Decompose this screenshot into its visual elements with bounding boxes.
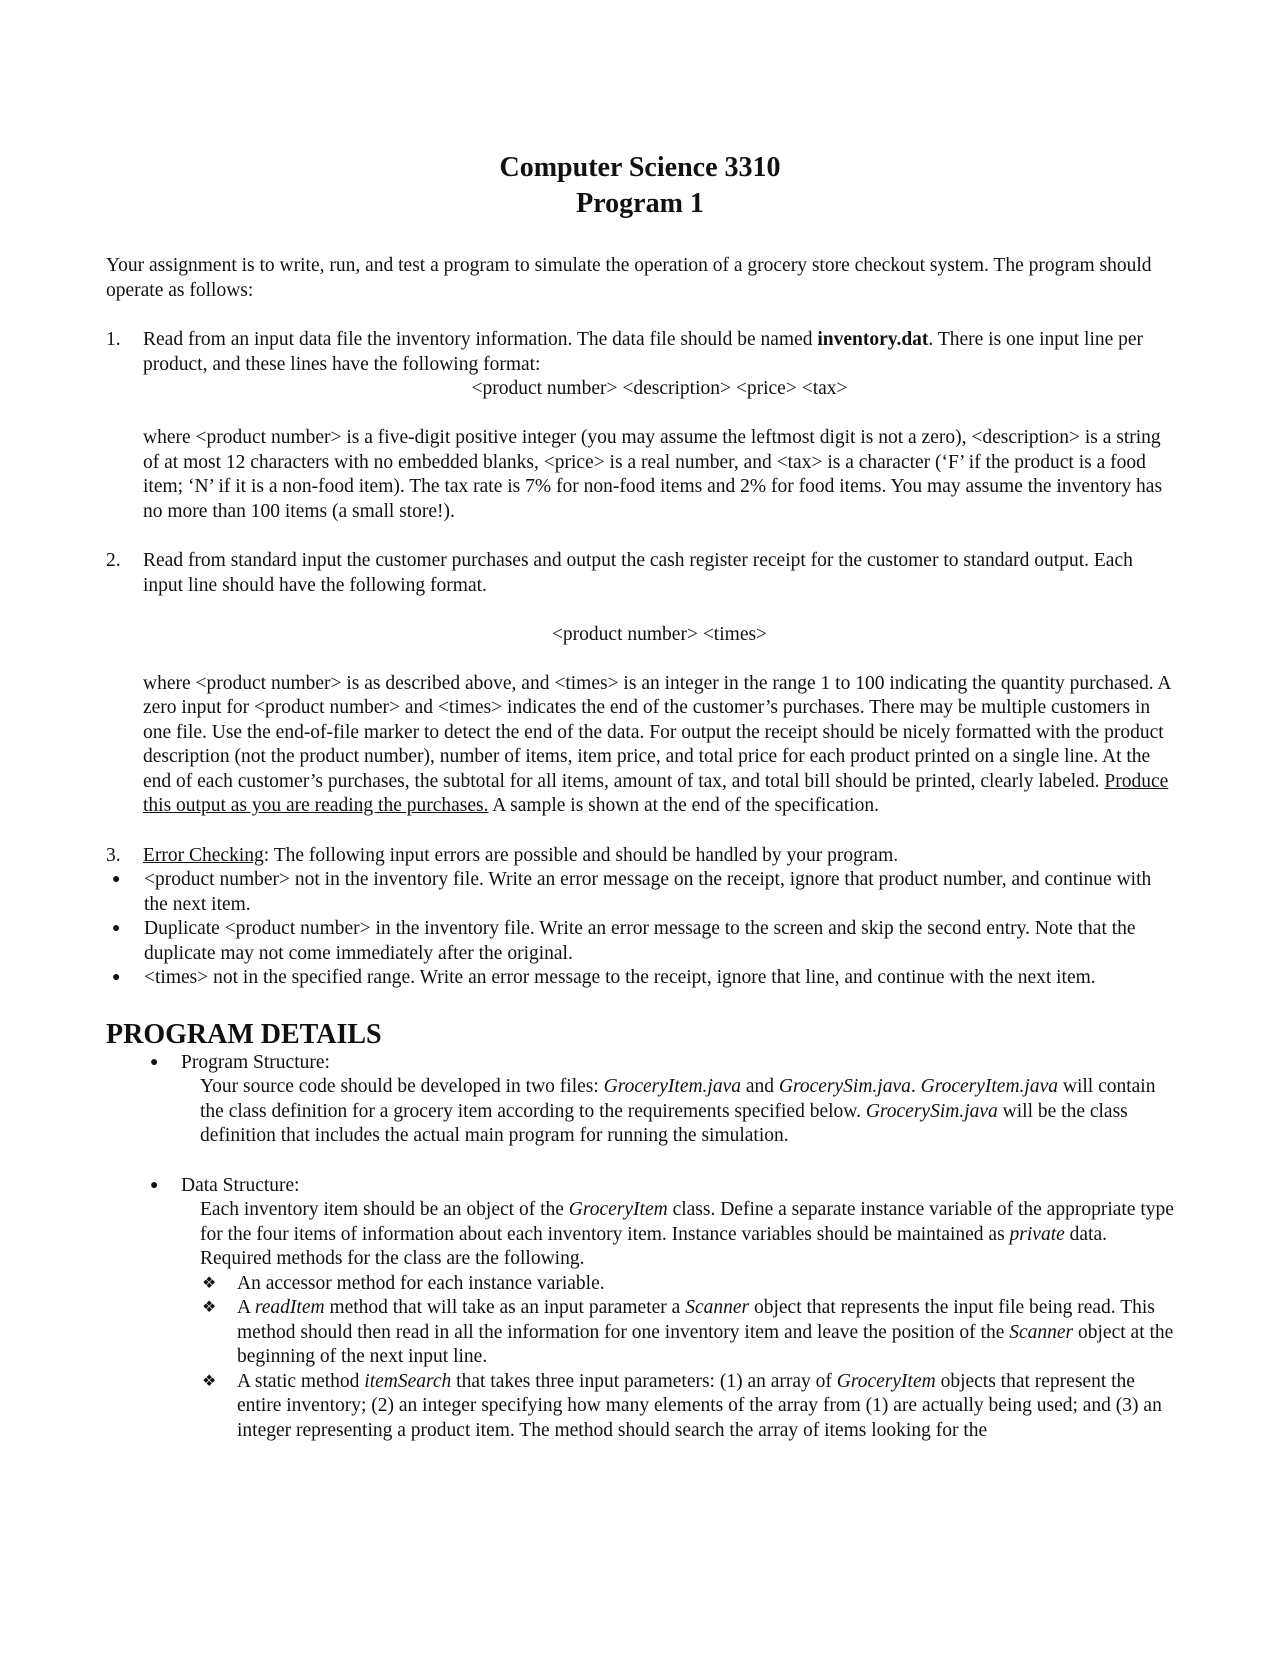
course-title: Computer Science 3310 [499,152,781,183]
diamond-bullet-icon: ❖ [202,1299,217,1316]
list-item: ● <product number> not in the inventory file. Write an error message on the receipt, ignore that product number, and continue with the next item. [112,869,1152,915]
item-number: 1. [106,329,121,350]
error-list [106,868,1176,991]
inventory-format-description: where <product number> is a five-digit positive integer (you may assume the leftmost digit is not a zero), <description> is a string of at most 12 characters with no embedded blanks, <price> is a real number, and <tax> is a character (‘F’ if the product is a food item; ‘N’ if it is a non-food item). The tax rate is 7% for non-food items and 2% for food items. You may assume the inventory has no more than 100 items (a small store!). [143,427,1163,522]
intro-paragraph: Your assignment is to write, run, and test a program to simulate the operation of a grocery store checkout system. The program should operate as follows: [106,255,1152,301]
bullet-icon: ● [112,921,121,936]
error-checking-intro: Error Checking: The following input errors are possible and should be handled by your program. [143,844,899,866]
program-structure-section [106,1051,1176,1149]
method-list [181,1272,1176,1444]
list-item: ❖ An accessor method for each instance variable. [200,1272,1176,1297]
item-number: 3. [106,844,121,866]
bullet-icon: ● [112,872,121,887]
program-title: Program 1 [576,188,704,219]
error-checking-heading: Error Checking [143,844,264,866]
underlined-instruction: Produce this output as you are reading the purchases. [143,770,1169,816]
requirement-1-text: Read from an input data file the inventory information. The data file should be named inventory.dat. There is one input line per product, and these lines have the following format: [143,329,1144,375]
program-structure-label: Program Structure: [181,1051,330,1073]
bullet-icon: ● [150,1177,159,1193]
data-structure-label: Data Structure: [181,1174,300,1196]
data-structure-text: Each inventory item should be an object of the GroceryItem class. Define a separate instance variable of the appropriate type for the four items of information about each inventory item. Instance variables should be maintained as private data. Required methods for the class are the following. [200,1199,1174,1269]
item-number: 2. [106,550,121,571]
list-item: ❖ A readItem method that will take as an input parameter a Scanner object that represents the input file being read. This method should then read in all the information for one inventory item and leave the position of the Scanner object at the beginning of the next input line. [202,1297,1174,1367]
purchase-format-description: where <product number> is as described above, and <times> is an integer in the range 1 to 100 indicating the quantity purchased. A zero input for <product number> and <times> indicates the end of the customer’s purchases. There may be multiple customers in one file. Use the end-of-file marker to detect the end of the data. For output the receipt should be nicely formatted with the product description (not the product number), number of items, item price, and total price for each product printed on a single line. At the end of each customer’s purchases, the subtotal for all items, amount of tax, and total bill should be printed, clearly labeled. Produce this output as you are reading the purchases. A sample is shown at the end of the specification. [143,672,1171,816]
document-title [0,150,1280,222]
list-item: ● Duplicate <product number> in the inventory file. Write an error message to the screen and skip the second entry. Note that the duplicate may not come immediately after the original. [112,918,1136,964]
purchase-format: <product number> <times> [551,623,768,645]
bullet-icon: ● [112,970,121,985]
diamond-bullet-icon: ❖ [202,1274,217,1292]
list-item: ● <times> not in the specified range. Write an error message to the receipt, ignore that line, and continue with the next item. [106,966,1176,991]
requirement-1 [106,328,1176,524]
inventory-format: <product number> <description> <price> <tax> [471,378,848,399]
program-details-heading: PROGRAM DETAILS [106,1018,382,1050]
requirement-2 [106,549,1176,819]
list-item: ❖ A static method itemSearch that takes three input parameters: (1) an array of GroceryItem objects that represent the entire inventory; (2) an integer specifying how many elements of the array from (1) are actually being used; and (3) an integer representing a product item. The method should search the array of items looking for the [202,1370,1162,1441]
document-body [106,254,1176,1468]
bullet-icon: ● [150,1054,159,1070]
requirement-3 [106,844,1176,991]
data-structure-section [106,1174,1176,1444]
program-structure-text: Your source code should be developed in two files: GroceryItem.java and GrocerySim.java. GroceryItem.java will contain the class definition for a grocery item according to the requirements specified below. GrocerySim.java will be the class definition that includes the actual main program for running the simulation. [200,1076,1156,1146]
diamond-bullet-icon: ❖ [202,1372,217,1390]
requirement-2-text: Read from standard input the customer purchases and output the cash register receipt for the customer to standard output. Each input line should have the following format. [143,550,1133,596]
inventory-filename: inventory.dat [817,329,929,350]
